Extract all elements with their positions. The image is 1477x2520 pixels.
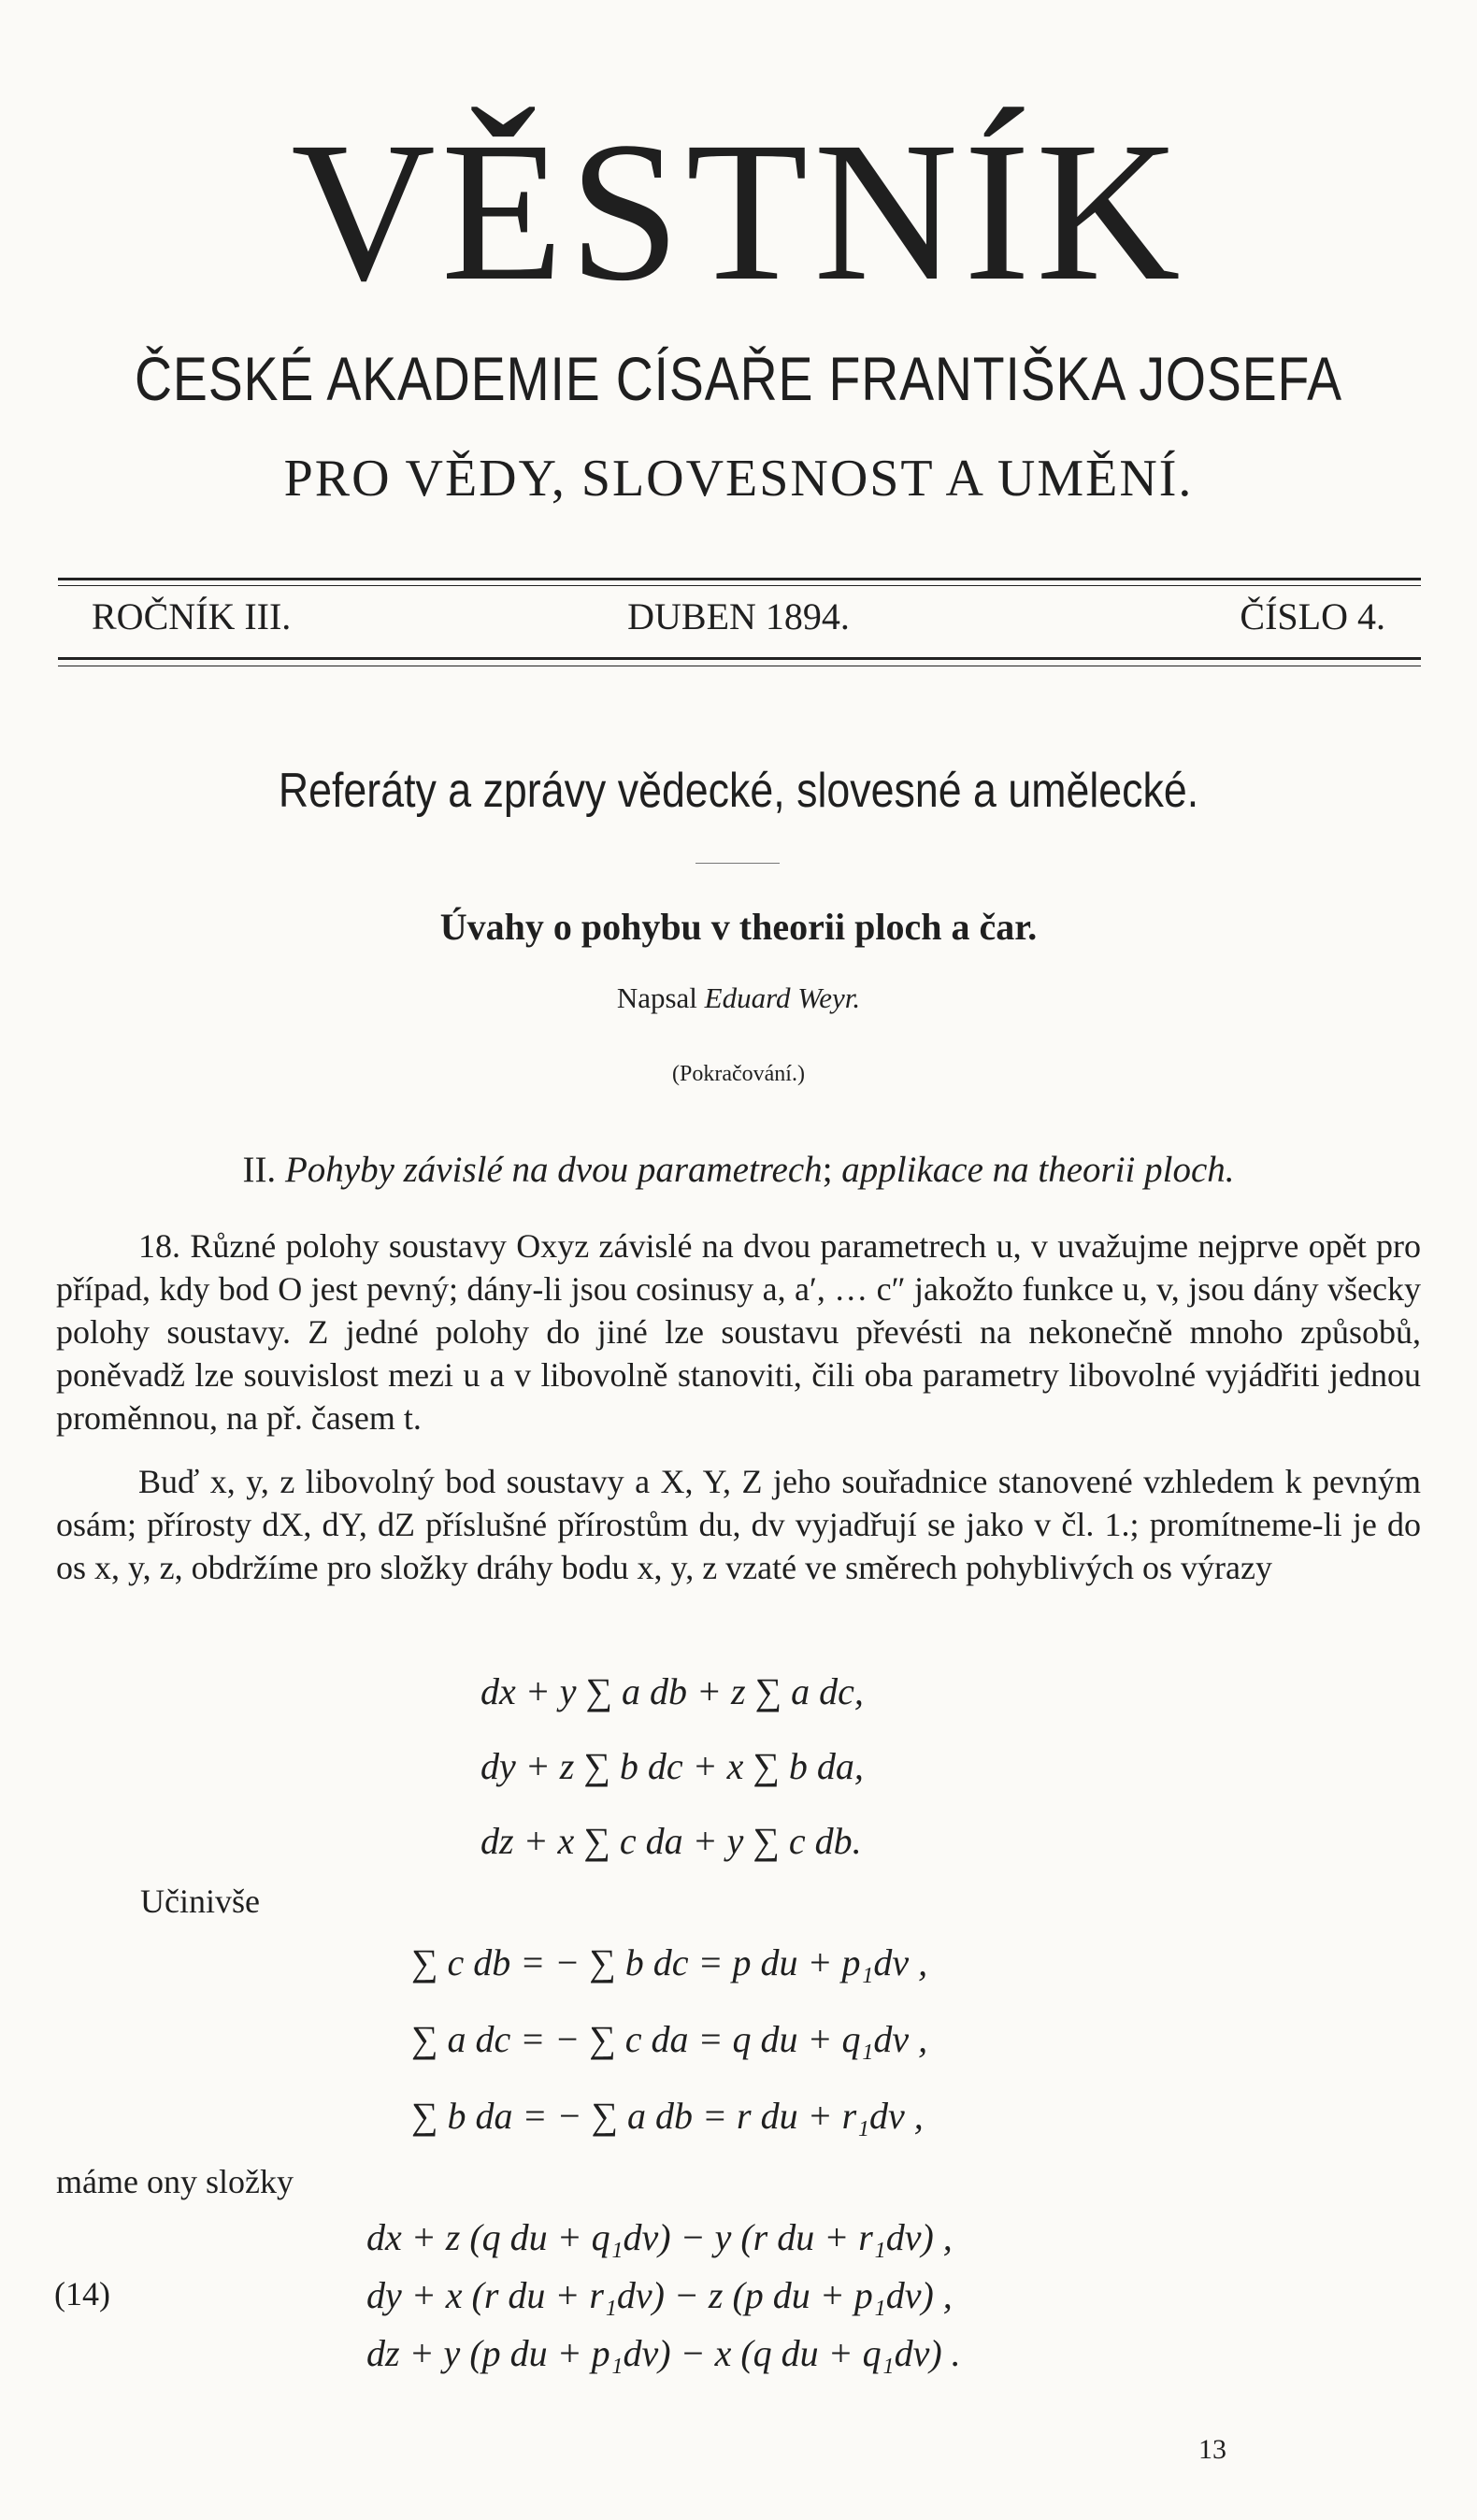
equation-line: ∑ c db = − ∑ b dc = p du + p₁dv , [411,1941,928,1983]
equation-line: dy + z ∑ b dc + x ∑ b da, [480,1745,864,1787]
equation-number: (14) [54,2275,110,2312]
part-separator: ; [822,1150,833,1190]
page-number: 13 [1198,2434,1226,2465]
byline-prefix: Napsal [616,981,697,1014]
paragraph-18 [56,1224,1421,1439]
article-title: Úvahy o pohybu v theorii ploch a čar. [439,906,1038,948]
equation-line: ∑ a dc = − ∑ c da = q du + q₁dv , [411,2018,928,2060]
masthead-subtitle: PRO VĚDY, SLOVESNOST A UMĚNÍ. [283,450,1194,508]
issue-number: ČÍSLO 4. [1240,595,1385,637]
top-rule-thin [58,585,1421,586]
part-numeral: II. [242,1150,277,1190]
part-subtitle: applikace na theorii ploch. [841,1150,1235,1190]
part-title: Pohyby závislé na dvou parametrech [284,1150,823,1190]
paragraph-text: Buď x, y, z libovolný bod soustavy a X, Y, Z jeho souřadnice stanovené vzhledem k pevným osám; přírosty dX, dY, dZ příslušné přírostům du, dv vyjadřují se jako v čl. 1.; promítneme-li je do os x, y, z, obdržíme pro složky dráhy bodu x, y, z vzaté ve směrech pohyblivých os výrazy [56,1463,1421,1586]
continuation-note: (Pokračování.) [672,1062,805,1086]
section-title: Referáty a zprávy vědecké, slovesné a umělecké. [278,764,1199,818]
bottom-rule [58,657,1421,660]
issue-volume: ROČNÍK III. [92,595,292,637]
equation-line: dz + y (p du + p₁dv) − x (q du + q₁dv) . [366,2332,961,2374]
paragraph-2 [56,1460,1421,1589]
label-ucinivse: Učinivše [140,1883,260,1920]
byline [0,983,1477,1012]
equation-line: dx + z (q du + q₁dv) − y (r du + r₁dv) , [366,2216,953,2258]
paragraph-text: 18. Různé polohy soustavy Oxyz závislé na dvou parametrech u, v uvažujme nejprve opět pro případ, kdy bod O jest pevný; dány-li jsou cosinusy a, a′, … c″ jakožto funkce u, v, jsou dány všecky polohy soustavy. Z jedné polohy do jiné lze soustavu převésti na nekonečně mnoho způsobů, poněvadž lze souvislost mezi u a v libovolně stanoviti, čili oba parametry libovolné vyjádřiti jednou proměnnou, na př. časem t. [56,1227,1421,1437]
issue-date: DUBEN 1894. [627,595,850,637]
author-name: Eduard Weyr. [704,981,861,1014]
label-mame: máme ony složky [56,2163,294,2200]
part-heading [0,1152,1477,1188]
equation-line: dz + x ∑ c da + y ∑ c db. [480,1820,862,1862]
section-divider [695,863,780,864]
top-rule [58,578,1421,580]
academy-name: ČESKÉ AKADEMIE CÍSAŘE FRANTIŠKA JOSEFA [135,344,1342,413]
masthead-title: VĚSTNÍK [291,101,1186,322]
equation-line: dx + y ∑ a db + z ∑ a dc, [480,1670,864,1712]
equation-line: ∑ b da = − ∑ a db = r du + r₁dv , [411,2095,924,2137]
equation-line: dy + x (r du + r₁dv) − z (p du + p₁dv) , [366,2274,953,2316]
